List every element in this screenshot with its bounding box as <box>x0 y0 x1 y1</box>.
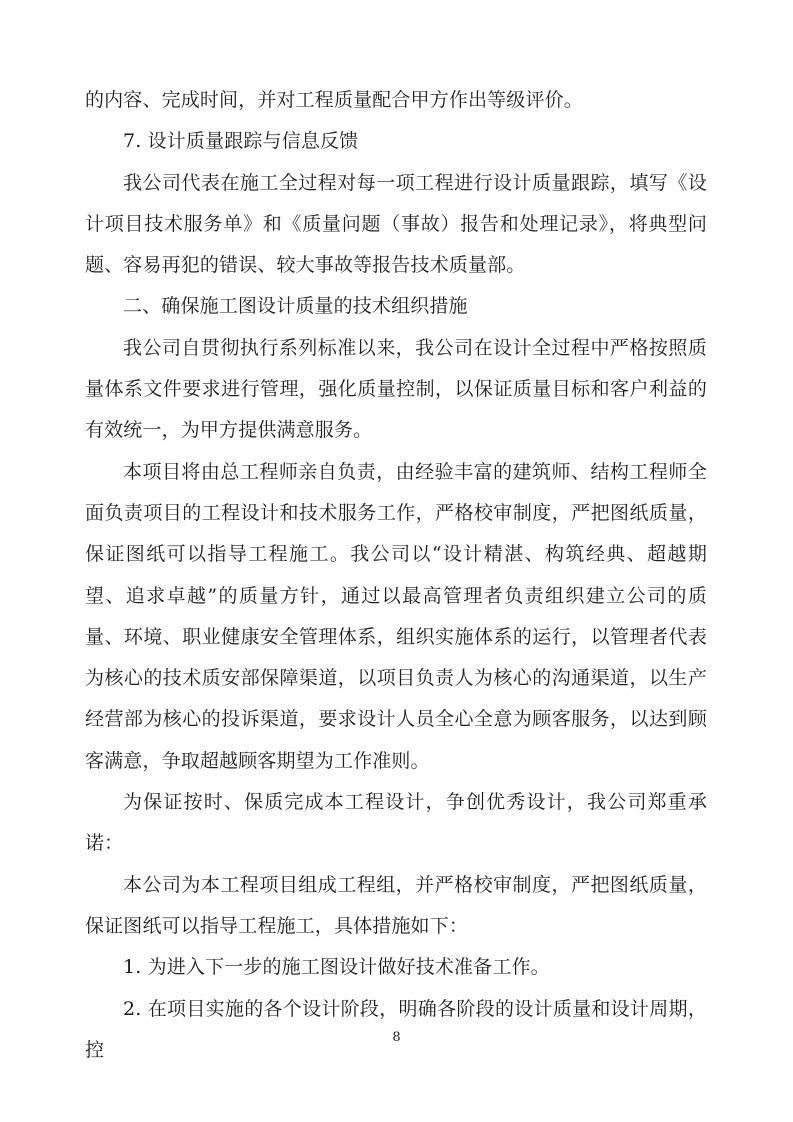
paragraph-design-quality-tracking-body: 我公司代表在施工全过程对每一项工程进行设计质量跟踪，填写《设计项目技术服务单》和《质量问题（事故）报告和处理记录》，将典型问题、容易再犯的错误、较大事故等报告技术质量部。 <box>85 171 707 277</box>
paragraph-measure-item-2: 2. 在项目实施的各个设计阶段，明确各阶段的设计质量和设计周期，控 <box>85 997 707 1061</box>
paragraph-heading-section-two: 二、确保施工图设计质量的技术组织措施 <box>123 295 468 318</box>
paragraph-continuation: 的内容、完成时间，并对工程质量配合甲方作出等级评价。 <box>85 89 583 111</box>
paragraph-heading-7-design-quality-tracking: 7. 设计质量跟踪与信息反馈 <box>123 130 359 153</box>
page-number: 8 <box>392 1030 401 1045</box>
paragraph-measure-item-1: 1. 为进入下一步的施工图设计做好技术准备工作。 <box>123 956 550 979</box>
paragraph-quality-system-management: 我公司自贯彻执行系列标准以来，我公司在设计全过程中严格按照质量体系文件要求进行管理，强化质量控制，以保证质量目标和客户利益的有效统一，为甲方提供满意服务。 <box>85 336 707 442</box>
paragraph-company-commitment: 为保证按时、保质完成本工程设计，争创优秀设计，我公司郑重承诺： <box>85 791 707 855</box>
document-body-text <box>85 80 707 1071</box>
paragraph-project-team-measures-intro: 本公司为本工程项目组成工程组，并严格校审制度，严把图纸质量，保证图纸可以指导工程施工，具体措施如下： <box>85 873 707 937</box>
paragraph-chief-engineer-responsibility: 本项目将由总工程师亲自负责，由经验丰富的建筑师、结构工程师全面负责项目的工程设计和技术服务工作，严格校审制度，严把图纸质量，保证图纸可以指导工程施工。我公司以“设计精湛、构筑经典、超越期望、追求卓越”的质量方针，通过以最高管理者负责组织建立公司的质量、环境、职业健康安全管理体系，组织实施体系的运行，以管理者代表为核心的技术质安部保障渠道，以项目负责人为核心的沟通渠道，以生产经营部为核心的投诉渠道，要求设计人员全心全意为顾客服务，以达到顾客满意，争取超越顾客期望为工作准则。 <box>85 460 707 772</box>
